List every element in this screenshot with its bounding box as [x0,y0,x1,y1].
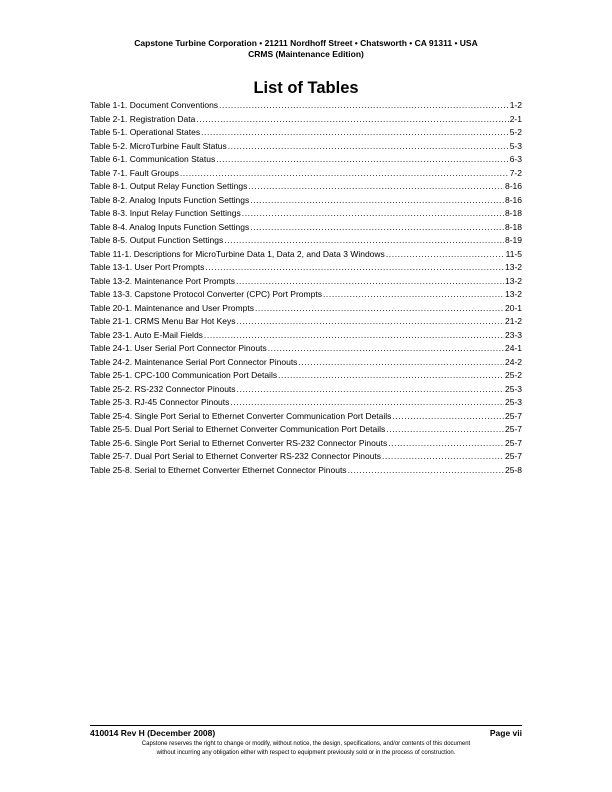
toc-entry-label: Table 8-2. Analog Inputs Function Settings [90,194,250,205]
toc-entry[interactable] [90,194,522,208]
toc-entry[interactable] [90,180,522,194]
toc-entry[interactable] [90,248,522,262]
toc-leader-dots [237,383,504,397]
footer-doc-number: 410014 Rev H (December 2008) [90,728,216,738]
toc-entry-page: 5-2 [509,127,522,137]
toc-leader-dots [386,248,505,262]
toc-leader-dots [205,261,504,275]
disclaimer-line: without incurring any obligation either with respect to equipment previously sold or in the process of construction. [156,750,456,756]
toc-entry-label: Table 1-1. Document Conventions [90,100,219,110]
toc-entry[interactable] [90,329,522,343]
toc-entry-label: Table 8-1. Output Relay Function Settings [90,181,248,191]
toc-leader-dots [382,450,504,464]
toc-entry-page: 25-7 [504,437,522,448]
toc-entry-page: 25-7 [504,451,522,461]
toc-leader-dots [237,315,504,329]
toc-entry-page: 25-2 [504,370,522,380]
toc-entry[interactable] [90,288,522,302]
company-address-line: Capstone Turbine Corporation • 21211 Nordhoff Street • Chatsworth • CA 91311 • USA [134,38,478,48]
toc-leader-dots [278,369,504,383]
toc-leader-dots [204,329,504,343]
toc-leader-dots [180,167,509,181]
toc-entry-label: Table 20-1. Maintenance and User Prompts [90,302,254,313]
toc-leader-dots [201,126,509,140]
toc-leader-dots [255,302,504,316]
toc-entry-label: Table 13-1. User Port Prompts [90,262,205,272]
toc-entry-label: Table 25-4. Single Port Serial to Ethernet Converter Communication Port Details [90,410,392,421]
toc-entry[interactable] [90,464,522,478]
toc-entry-page: 8-18 [504,221,522,232]
toc-entry-label: Table 6-1. Communication Status [90,154,216,164]
toc-entry[interactable] [90,356,522,370]
toc-entry-label: Table 25-3. RJ-45 Connector Pinouts [90,397,230,407]
toc-entry[interactable] [90,369,522,383]
toc-entry-label: Table 25-6. Single Port Serial to Ethernet Converter RS-232 Connector Pinouts [90,437,388,448]
disclaimer-line: Capstone reserves the right to change or modify, without notice, the design, specifications, and/or contents of this document [141,741,471,747]
toc-leader-dots [268,342,504,356]
toc-leader-dots [242,207,504,221]
toc-entry[interactable] [90,450,522,464]
toc-entry-label: Table 24-1. User Serial Port Connector Pinouts [90,343,267,353]
toc-entry-page: 23-3 [504,329,522,340]
toc-entry-label: Table 23-1. Auto E-Mail Fields [90,329,203,340]
toc-entry-page: 21-2 [504,316,522,326]
toc-leader-dots [248,180,504,194]
toc-leader-dots [230,396,504,410]
toc-entry-label: Table 8-4. Analog Inputs Function Settings [90,221,250,232]
toc-leader-dots [250,194,504,208]
toc-entry-label: Table 2-1. Registration Data [90,113,196,124]
document-edition-line: CRMS (Maintenance Edition) [248,49,364,59]
page-title: List of Tables [253,79,359,97]
toc-entry-page: 1-2 [509,100,522,110]
toc-entry-label: Table 25-2. RS-232 Connector Pinouts [90,383,236,394]
toc-entry-page: 11-5 [505,248,522,259]
toc-entry[interactable] [90,99,522,113]
toc-entry[interactable] [90,315,522,329]
toc-entry[interactable] [90,234,522,248]
toc-entry[interactable] [90,153,522,167]
toc-entry[interactable] [90,423,522,437]
toc-entry-page: 25-3 [504,383,522,394]
toc-entry[interactable] [90,302,522,316]
toc-entry-page: 25-7 [504,410,522,421]
toc-entry-page: 8-16 [504,181,522,191]
toc-entry[interactable] [90,221,522,235]
toc-entry-page: 24-2 [504,356,522,367]
toc-entry-label: Table 13-3. Capstone Protocol Converter (CPC) Port Prompts [90,289,322,299]
toc-entry-label: Table 25-8. Serial to Ethernet Converter Ethernet Connector Pinouts [90,464,347,475]
toc-entry[interactable] [90,342,522,356]
toc-entry-page: 8-16 [504,194,522,205]
toc-leader-dots [392,410,504,424]
toc-entry-page: 2-1 [509,113,522,124]
toc-entry[interactable] [90,113,522,127]
toc-leader-dots [250,221,504,235]
toc-entry-page: 5-3 [509,140,522,151]
toc-leader-dots [386,423,504,437]
toc-leader-dots [298,356,504,370]
toc-entry-label: Table 25-5. Dual Port Serial to Ethernet Converter Communication Port Details [90,424,386,434]
toc-leader-dots [323,288,504,302]
toc-leader-dots [216,153,509,167]
toc-leader-dots [388,437,504,451]
list-of-tables [90,99,522,477]
toc-entry-label: Table 11-1. Descriptions for MicroTurbine Data 1, Data 2, and Data 3 Windows [90,248,385,259]
footer-divider [90,725,522,726]
toc-entry-page: 25-8 [504,464,522,475]
toc-entry-label: Table 21-1. CRMS Menu Bar Hot Keys [90,316,236,326]
toc-entry[interactable] [90,126,522,140]
toc-leader-dots [348,464,504,478]
toc-entry-label: Table 25-1. CPC-100 Communication Port Details [90,370,278,380]
toc-entry-label: Table 25-7. Dual Port Serial to Ethernet Converter RS-232 Connector Pinouts [90,451,382,461]
toc-entry[interactable] [90,207,522,221]
toc-entry-page: 13-2 [504,289,522,299]
toc-entry[interactable] [90,140,522,154]
toc-entry[interactable] [90,383,522,397]
toc-leader-dots [196,113,508,127]
toc-entry[interactable] [90,396,522,410]
toc-entry-page: 6-3 [509,154,522,164]
toc-entry-page: 7-2 [509,167,522,178]
toc-entry-page: 8-18 [504,208,522,218]
toc-entry[interactable] [90,261,522,275]
toc-entry-page: 8-19 [504,235,522,245]
footer-page-number: Page vii [489,728,522,738]
toc-entry-label: Table 13-2. Maintenance Port Prompts [90,275,236,286]
toc-entry-label: Table 5-2. MicroTurbine Fault Status [90,140,227,151]
toc-leader-dots [236,275,504,289]
footer-disclaimer [80,740,532,758]
toc-entry-label: Table 8-3. Input Relay Function Settings [90,208,241,218]
toc-entry[interactable] [90,167,522,181]
toc-entry-page: 13-2 [504,262,522,272]
toc-entry-label: Table 5-1. Operational States [90,127,201,137]
toc-entry-page: 20-1 [504,302,522,313]
toc-entry[interactable] [90,437,522,451]
toc-entry-label: Table 7-1. Fault Groups [90,167,179,178]
toc-leader-dots [219,99,509,113]
toc-entry[interactable] [90,275,522,289]
toc-entry-page: 25-7 [504,424,522,434]
toc-leader-dots [228,140,509,154]
toc-leader-dots [224,234,504,248]
toc-entry-label: Table 24-2. Maintenance Serial Port Connector Pinouts [90,356,298,367]
toc-entry-page: 13-2 [504,275,522,286]
toc-entry[interactable] [90,410,522,424]
toc-entry-page: 24-1 [504,343,522,353]
page-header [0,38,612,60]
toc-entry-label: Table 8-5. Output Function Settings [90,235,224,245]
toc-entry-page: 25-3 [504,397,522,407]
